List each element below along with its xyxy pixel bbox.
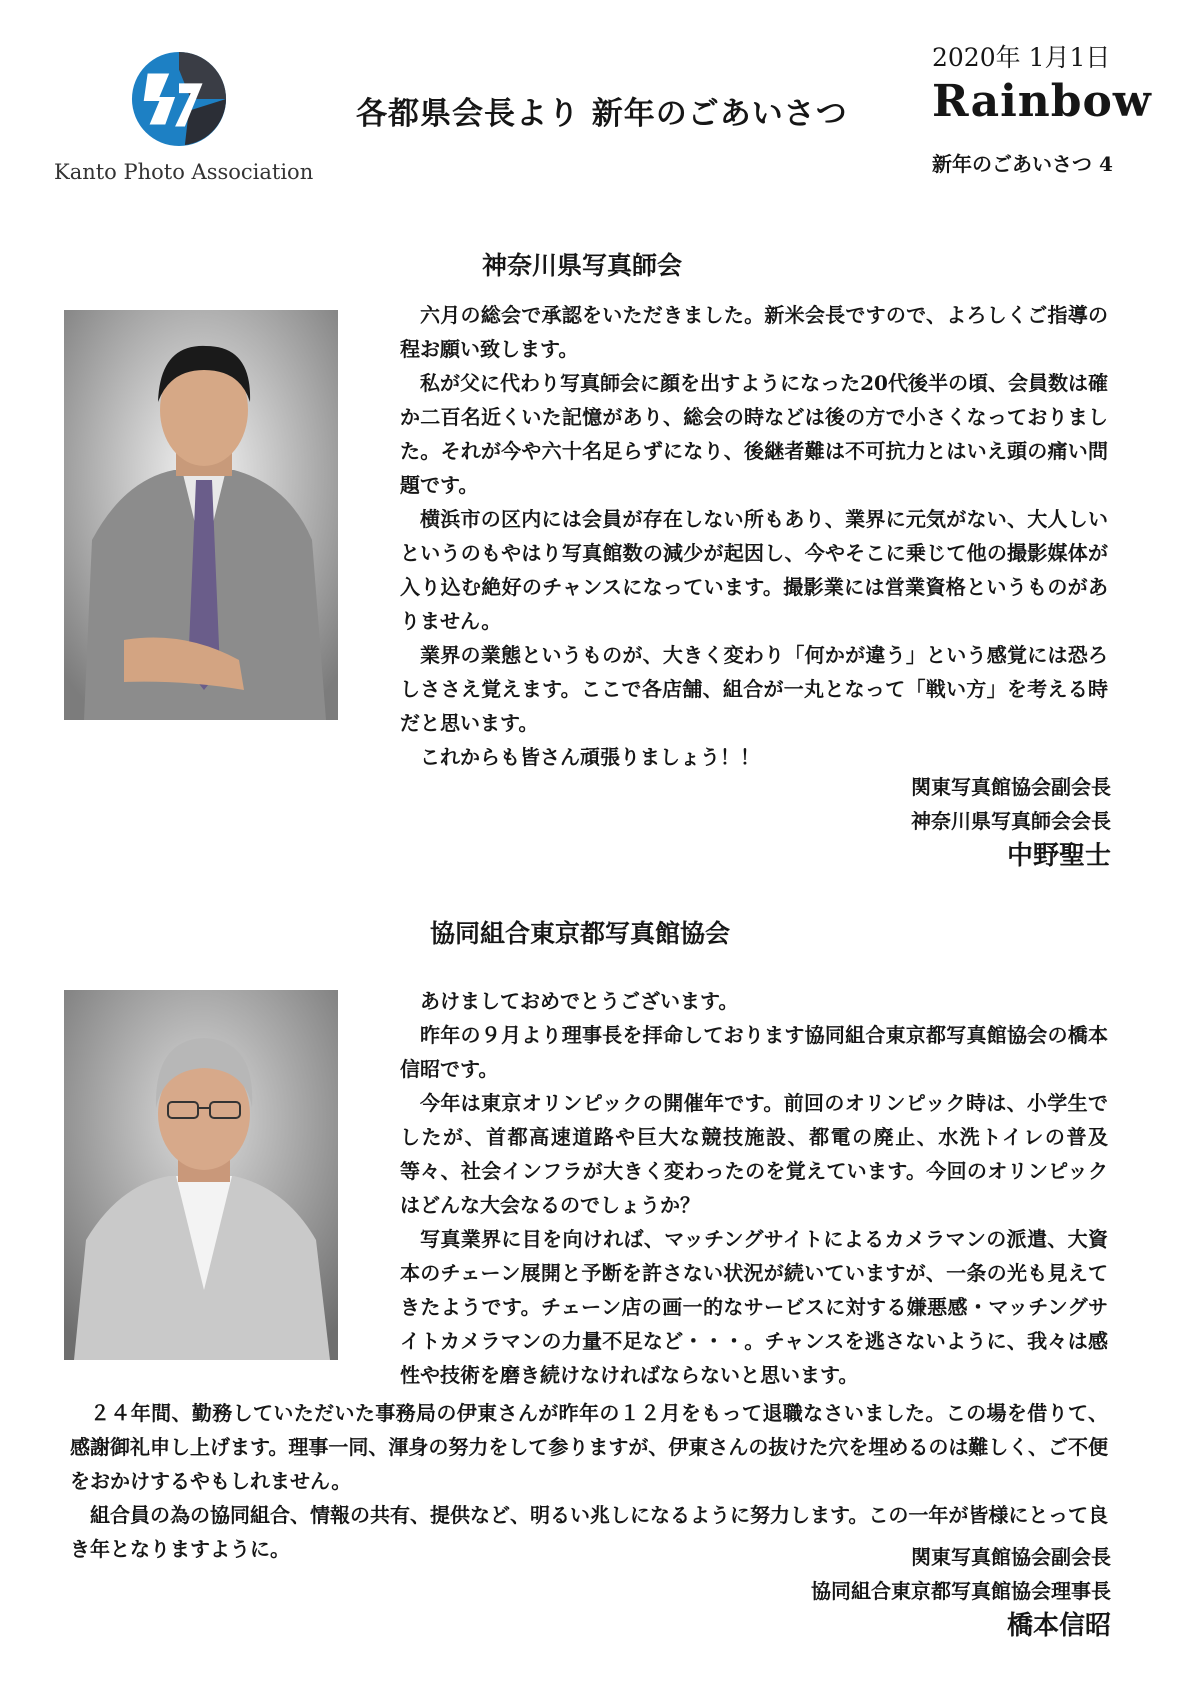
paragraph: あけましておめでとうございます。	[420, 989, 739, 1013]
paragraph: 今年は東京オリンピックの開催年です。前回のオリンピック時は、小学生でしたが、首都高速道路や巨大な競技施設、都電の廃止、水洗トイレの普及等々、社会インフラが大きく変わったのを覚えています。今回のオリンピックはどんな大会なるのでしょうか？	[400, 1091, 1108, 1217]
portrait-photo-hashimoto	[64, 990, 338, 1360]
signature-nakano	[911, 770, 1111, 874]
paragraph: これからも皆さん頑張りましょう！！	[420, 745, 760, 769]
signature-title: 神奈川県写真師会会長	[911, 809, 1111, 833]
paragraph: 組合員の為の協同組合、情報の共有、提供など、明るい兆しになるように努力します。この一年が皆様にとって良き年となりますように。	[70, 1503, 1108, 1561]
paragraph: 六月の総会で承認をいただきました。新米会長ですので、よろしくご指導の程お願い致します。	[400, 303, 1108, 361]
paragraph: ２４年間、勤務していただいた事務局の伊東さんが昨年の１２月をもって退職なさいました。この場を借りて、感謝御礼申し上げます。理事一同、渾身の努力をして参りますが、伊東さんの抜けた穴を埋めるのは難しく、ご不便をおかけするやもしれません。	[70, 1401, 1108, 1493]
paragraph: 昨年の９月より理事長を拝命しております協同組合東京都写真館協会の橋本信昭です。	[400, 1023, 1108, 1081]
paragraph: 私が父に代わり写真師会に顔を出すようになった20代後半の頃、会員数は確か二百名近くいた記憶があり、総会の時などは後の方で小さくなっておりました。それが今や六十名足らずになり、後継者難は不可抗力とはいえ頭の痛い問題です。	[400, 371, 1108, 497]
signature-hashimoto	[811, 1540, 1111, 1644]
page-label: 新年のごあいさつ 4	[932, 152, 1113, 176]
newsletter-name: Rainbow	[932, 76, 1152, 127]
signature-title: 関東写真館協会副会長	[911, 1545, 1111, 1569]
paragraph: 業界の業態というものが、大きく変わり「何かが違う」という感覚には恐ろしささえ覚えます。ここで各店舗、組合が一丸となって「戦い方」を考える時だと思います。	[400, 643, 1108, 735]
portrait-man-gray-suit-icon	[64, 310, 338, 720]
section1-body	[400, 298, 1108, 774]
signature-name: 橋本信昭	[1006, 1611, 1111, 1641]
paragraph: 写真業界に目を向ければ、マッチングサイトによるカメラマンの派遣、大資本のチェーン展開と予断を許さない状況が続いていますが、一条の光も見えてきたようです。チェーン店の画一的なサービスに対する嫌悪感・マッチングサイトカメラマンの力量不足など・・・。チャンスを逃さないように、我々は感性や技術を磨き続けなければならないと思います。	[400, 1227, 1108, 1387]
page-title: 各都県会長より 新年のごあいさつ	[356, 96, 848, 132]
signature-title: 関東写真館協会副会長	[911, 775, 1111, 799]
section2-body	[400, 984, 1108, 1392]
association-logo	[54, 50, 314, 190]
logo-text: Kanto Photo Association	[54, 160, 314, 184]
portrait-photo-nakano	[64, 310, 338, 720]
camera-aperture-logo-icon	[130, 50, 228, 148]
issue-date: 2020年 1月1日	[932, 43, 1111, 72]
section-title-tokyo: 協同組合東京都写真館協会	[430, 919, 731, 948]
signature-title: 協同組合東京都写真館協会理事長	[811, 1579, 1111, 1603]
signature-name: 中野聖士	[1006, 841, 1111, 871]
paragraph: 横浜市の区内には会員が存在しない所もあり、業界に元気がない、大人しいというのもやはり写真館数の減少が起因し、今やそこに乗じて他の撮影媒体が入り込む絶好のチャンスになっています。撮影業には営業資格というものがありません。	[400, 507, 1108, 633]
section-title-kanagawa: 神奈川県写真師会	[482, 251, 683, 280]
portrait-man-light-suit-icon	[64, 990, 338, 1360]
